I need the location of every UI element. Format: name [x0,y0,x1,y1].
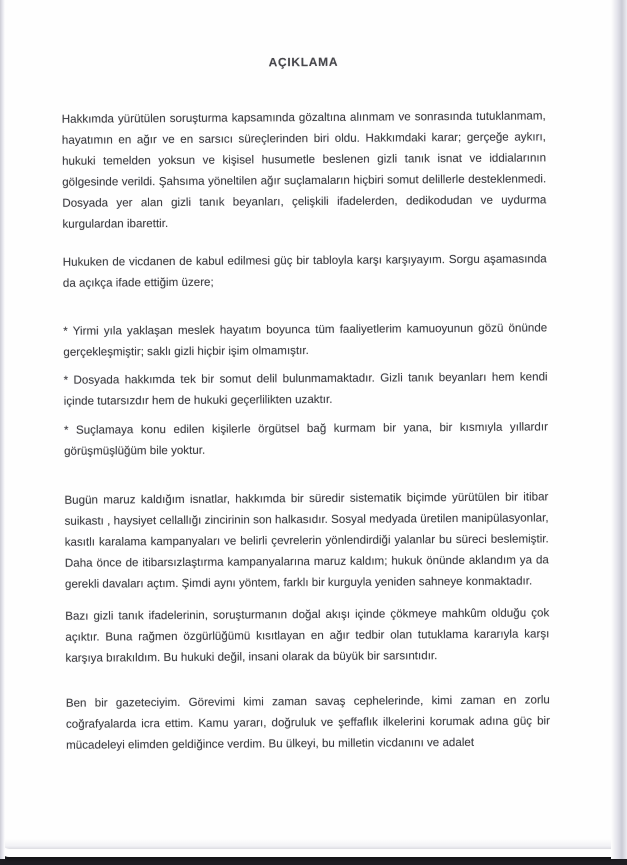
bullet-item-career: * Yirmi yıla yaklaşan meslek hayatım boyunca tüm faaliyetlerim kamuoyunun gözü önünde gerçekleşmiştir; saklı gizli hiçbir işim olmamıştır. [63,321,548,359]
paragraph-lead-in: Hukuken de vicdanen de kabul edilmesi güç bir tabloyla karşı karşıyayım. Sorgu aşamasında da açıkça ifade ettiğim üzere; [62,252,547,290]
paper-bottom-edge-shading [2,839,625,849]
document-title: AÇIKLAMA [268,54,339,70]
bullet-item-no-evidence: * Dosyada hakkımda tek bir somut delil bulunmamaktadır. Gizli tanık beyanları hem kendi içinde tutarsızdır hem de hukuki geçerlilikten uzaktır. [63,370,548,408]
paragraph-journalist: Ben bir gazeteciyim. Görevimi kimi zaman savaş cephelerinde, kimi zaman en zorlu coğrafyalarda icra ettim. Kamu yararı, doğruluk ve şeffaflık ilkelerini korumak adına güç bir mücadeleyi elimden geldiğince verdim. Bu ülkeyi, bu milletin vicdanını ve adalet [65,693,551,752]
paragraph-detention: Bazı gizli tanık ifadelerinin, soruşturmanın doğal akışı içinde çökmeye mahkûm olduğu çok açıktır. Buna rağmen özgürlüğümü kısıtlayan en ağır tedbir olan tutuklama kararıyla karşı karşıya bırakıldım. Bu hukuki değil, insani olarak da büyük bir sarsıntıdır. [65,606,550,665]
paragraph-intro: Hakkımda yürütülen soruşturma kapsamında gözaltına alınmam ve sonrasında tutuklanmam, hayatımın en ağır ve en sarsıcı süreçlerinden biri oldu. Hakkımdaki karar; gerçeğe aykırı, hukuki temelden yoksun ve kişisel husumetle beslenen gizli tanık isnat ve iddialarının gölgesinde verildi. Şahsıma yöneltilen ağır suçlamaların hiçbiri somut delillerle desteklenmedi. Dosyada yer alan gizli tanık beyanları, çelişkili ifadelerden, dedikodudan ve uydurma kurgulardan ibarettir. [61,109,547,231]
paragraph-smear-campaign: Bugün maruz kaldığım isnatlar, hakkımda bir süredir sistematik biçimde yürütülen bir itibar suikastı , haysiyet cellallığı zincirinin son halkasıdır. Sosyal medyada üretilen manipülasyonlar, kasıtlı karalama kampanyaları ve belirli çevrelerin yönlendirdiği yalanlar bu süreci beslemiştir. Daha önce de itibarsızlaştırma kampanyalarına maruz kaldım; hukuk önünde aklandım ya da gerekli davaları açtım. Şimdi aynı yöntem, farklı bir kurguyla yeniden sahneye konmaktadır. [64,490,549,591]
bullet-item-no-ties: * Suçlamaya konu edilen kişilerle örgütsel bağ kurmam bir yana, bir kısmıyla yıllardır görüşmüşlüğüm bile yoktur. [63,420,548,458]
